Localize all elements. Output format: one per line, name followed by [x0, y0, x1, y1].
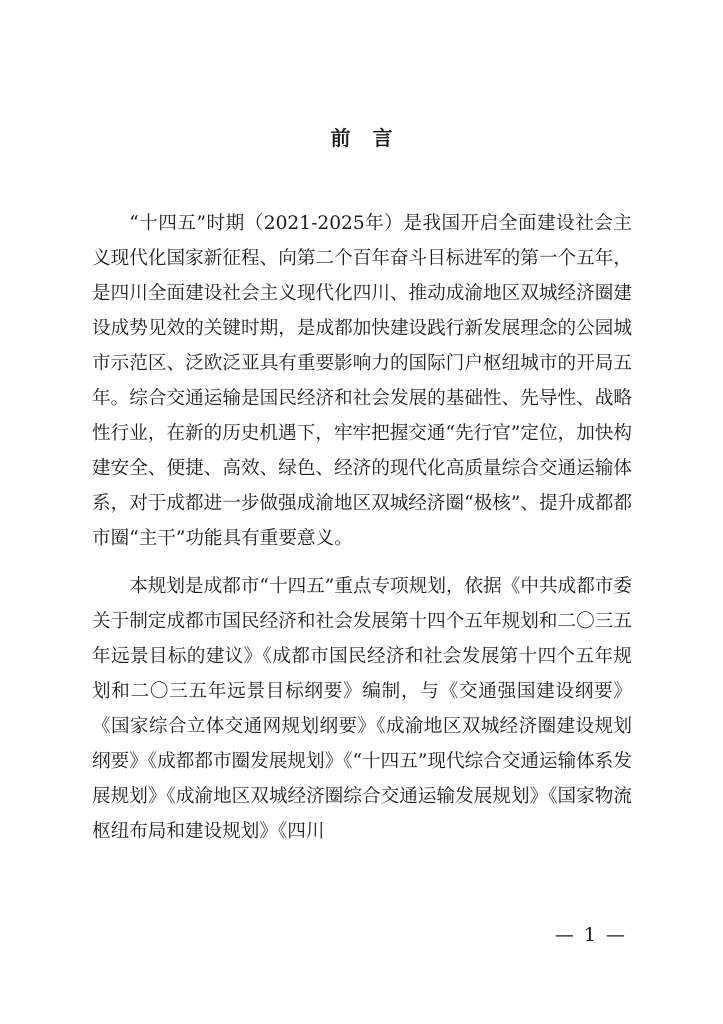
paragraph-1: “十四五”时期（2021-2025年）是我国开启全面建设社会主义现代化国家新征程、向第二个百年奋斗目标进军的第一个五年，是四川全面建设社会主义现代化四川、推动成渝地区双城经济圈建设成势见效的关键时期，是成都加快建设践行新发展理念的公园城市示范区、泛欧泛亚具有重要影响力的国际门户枢纽城市的开局五年。综合交通运输是国民经济和社会发展的基础性、先导性、战略性行业，在新的历史机遇下，牢牢把握交通“先行官”定位，加快构建安全、便捷、高效、绿色、经济的现代化高质量综合交通运输体系，对于成都进一步做强成渝地区双城经济圈“极核”、提升成都都市圈“主干”功能具有重要意义。: [92, 213, 632, 549]
paragraph-2: 本规划是成都市“十四五”重点专项规划，依据《中共成都市委关于制定成都市国民经济和社会发展第十四个五年规划和二〇三五年远景目标的建议》《成都市国民经济和社会发展第十四个五年规划和二〇三五年远景目标纲要》编制，与《交通强国建设纲要》《国家综合立体交通网规划纲要》《成渝地区双城经济圈建设规划纲要》《成都都市圈发展规划》《“十四五”现代综合交通运输体系发展规划》《成渝地区双城经济圈综合交通运输发展规划》《国家物流枢纽布局和建设规划》《四川: [92, 576, 632, 842]
document-body: [92, 206, 632, 862]
page-title: 前言: [330, 126, 415, 150]
page-number: — 1 —: [554, 924, 627, 946]
